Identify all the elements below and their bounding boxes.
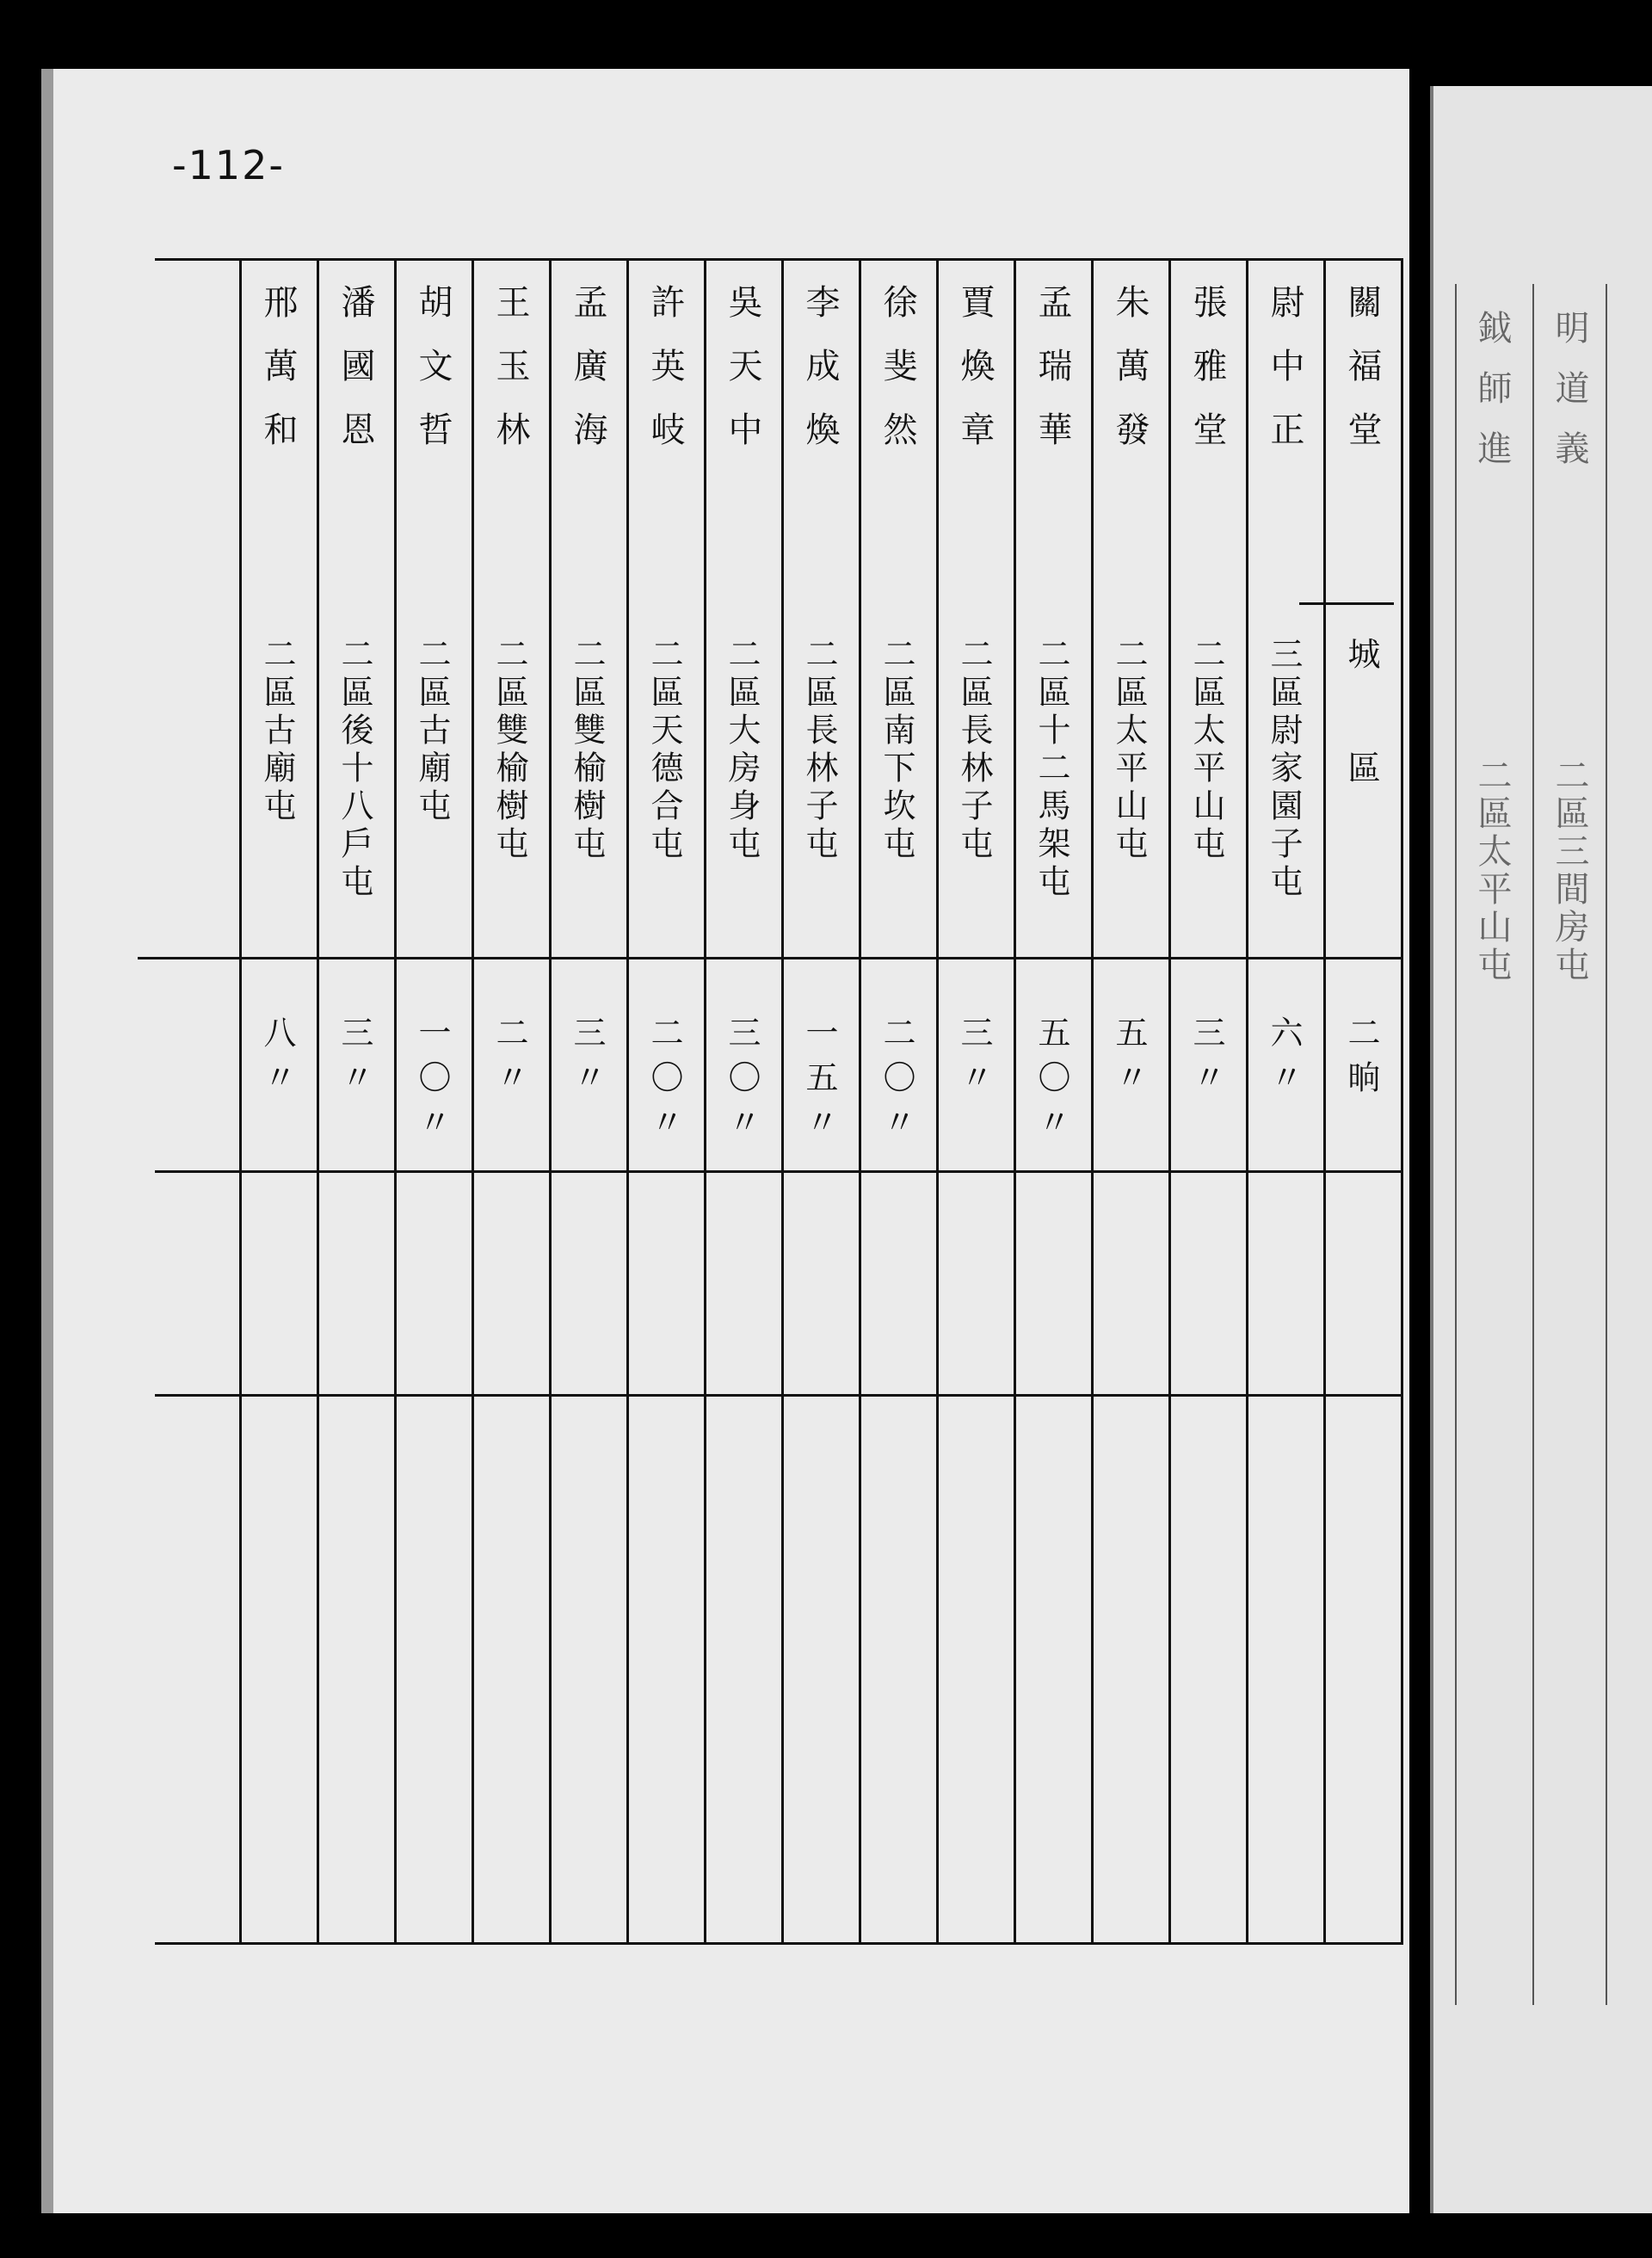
entry-place: 二區太平山屯 [1110, 637, 1148, 864]
entry-place: 二區天德合屯 [645, 637, 683, 864]
entry-amount: 六〃 [1265, 1015, 1303, 1105]
facing-name: 明道義 [1550, 310, 1589, 490]
entry-name: 朱萬發 [1110, 284, 1150, 475]
entry-amount: 三〃 [336, 1015, 373, 1105]
entry-place: 二區雙榆樹屯 [490, 637, 528, 864]
entry-place: 三區尉家園子屯 [1265, 637, 1303, 902]
column-rule [781, 258, 784, 1945]
entry-place: 二區大房身屯 [723, 637, 761, 864]
entry-name: 潘國恩 [336, 284, 375, 475]
column-rule [704, 258, 706, 1945]
page-number: -112- [172, 142, 285, 188]
place-amount-rule [138, 957, 1402, 959]
column-rule [859, 258, 861, 1945]
entry-amount: 三〃 [955, 1015, 993, 1105]
entry-amount: 二晌 [1342, 1015, 1380, 1105]
entry-name: 張雅堂 [1187, 284, 1227, 475]
entry-amount: 二〇〃 [645, 1015, 683, 1150]
entry-amount: 三〇〃 [723, 1015, 761, 1150]
entry-place: 二區長林子屯 [955, 637, 993, 864]
lower-rule [155, 1394, 1402, 1397]
entry-place: 二區太平山屯 [1187, 637, 1225, 864]
facing-column-rule [1532, 284, 1534, 2005]
facing-name: 鉞師進 [1472, 310, 1512, 490]
register-table [155, 189, 1402, 1945]
entry-place: 二區南下坎屯 [878, 637, 915, 864]
entry-name: 尉中正 [1265, 284, 1304, 475]
entry-name: 李成煥 [800, 284, 840, 475]
amount-rule [155, 1170, 1402, 1173]
entry-amount: 一〇〃 [413, 1015, 451, 1150]
facing-column-rule [1606, 284, 1607, 2005]
entry-amount: 二〃 [490, 1015, 528, 1105]
column-rule [1091, 258, 1094, 1945]
bottom-rule [155, 1942, 1402, 1945]
entry-name: 王玉林 [490, 284, 530, 475]
entry-amount: 三〃 [568, 1015, 606, 1105]
column-rule [549, 258, 552, 1945]
facing-column-rule [1455, 284, 1457, 2005]
entry-place: 二區雙榆樹屯 [568, 637, 606, 864]
entry-amount: 一五〃 [800, 1015, 838, 1150]
column-rule [626, 258, 629, 1945]
entry-name: 邢萬和 [258, 284, 298, 475]
column-rule [317, 258, 319, 1945]
column-rule [1014, 258, 1016, 1945]
entry-amount: 五〃 [1110, 1015, 1148, 1105]
entry-name: 許英岐 [645, 284, 685, 475]
facing-place: 二區太平山屯 [1472, 757, 1512, 984]
entry-name: 賈煥章 [955, 284, 995, 475]
entry-place: 二區後十八戶屯 [336, 637, 373, 902]
entry-amount: 五〇〃 [1032, 1015, 1070, 1150]
entry-name: 關福堂 [1342, 284, 1382, 475]
entry-amount: 二〇〃 [878, 1015, 915, 1150]
entry-amount: 八〃 [258, 1015, 296, 1105]
column-rule [1323, 258, 1326, 1945]
facing-place: 二區三間房屯 [1550, 757, 1589, 984]
facing-page [1430, 86, 1652, 2213]
top-rule [155, 258, 1402, 261]
entry-name: 徐斐然 [878, 284, 917, 475]
entry-place: 二區古廟屯 [258, 637, 296, 826]
entry-place: 二區十二馬架屯 [1032, 637, 1070, 902]
name-place-rule [1299, 602, 1394, 605]
entry-place: 城 區 [1342, 637, 1380, 788]
entry-name: 孟瑞華 [1032, 284, 1072, 475]
column-rule [472, 258, 474, 1945]
column-rule [394, 258, 397, 1945]
column-rule [239, 258, 242, 1945]
column-rule [1401, 258, 1403, 1945]
column-rule [1246, 258, 1248, 1945]
entry-place: 二區古廟屯 [413, 637, 451, 826]
entry-place: 二區長林子屯 [800, 637, 838, 864]
entry-name: 吳天中 [723, 284, 762, 475]
column-rule [936, 258, 939, 1945]
entry-name: 胡文哲 [413, 284, 453, 475]
entry-amount: 三〃 [1187, 1015, 1225, 1105]
entry-name: 孟廣海 [568, 284, 607, 475]
column-rule [1168, 258, 1171, 1945]
